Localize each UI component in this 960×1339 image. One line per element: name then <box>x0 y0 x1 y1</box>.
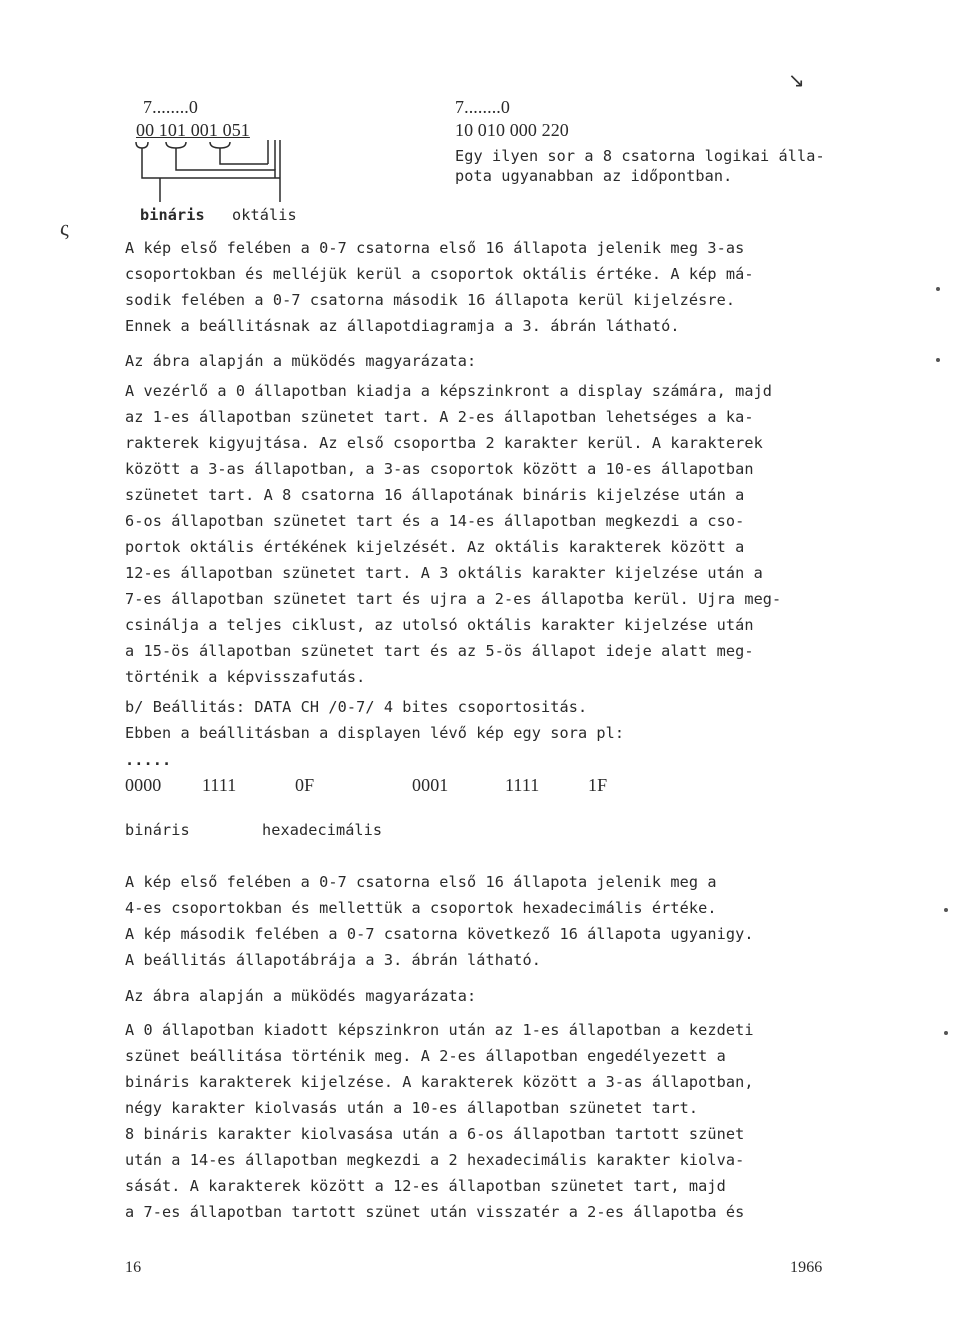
line-group-1 <box>142 148 280 178</box>
hex-row-cell: 0000 <box>125 775 162 795</box>
section-b-intro: Ebben a beállitásban a displayen lévő kép egy sora pl: <box>125 724 625 742</box>
text-line: 6-os állapotban szünetet tart és a 14-es állapotban megkezdi a cso- <box>125 512 745 530</box>
margin-dot <box>944 908 948 912</box>
hex-row-cell: 1111 <box>505 775 540 795</box>
text-line: 4-es csoportokban és mellettük a csoportok hexadecimális értéke. <box>125 899 717 917</box>
text-line: csinálja a teljes ciklust, az utolsó oktális karakter kijelzése után <box>125 616 754 634</box>
text-line: 7-es állapotban szünetet tart és ujra a 2-es állapotba kerül. Ujra meg- <box>125 590 782 608</box>
margin-dot <box>936 358 940 362</box>
text-line: szünet beállitása történik meg. A 2-es állapotban engedélyezett a <box>125 1047 726 1065</box>
text-line: bináris karakterek kijelzése. A karakterek között a 3-as állapotban, <box>125 1073 754 1091</box>
binaris-label: bináris <box>140 206 205 224</box>
hexadecimalis-row-label: hexadecimális <box>262 821 383 839</box>
hex-row-cell: 0F <box>295 775 315 795</box>
text-line: Ennek a beállitásnak az állapotdiagramja a 3. ábrán látható. <box>125 317 680 335</box>
text-line: A vezérlő a 0 állapotban kiadja a képszinkront a display számára, majd <box>125 382 773 400</box>
grouping-bracket-diagram <box>130 140 300 215</box>
text-line: történik a képvisszafutás. <box>125 668 366 686</box>
text-line: között a 3-as állapotban, a 3-as csoportok között a 10-es állapotban <box>125 460 754 478</box>
text-line: A 0 állapotban kiadott képszinkron után az 1-es állapotban a kezdeti <box>125 1021 754 1039</box>
hex-row-cell: 0001 <box>412 775 449 795</box>
left-octal-code: 00 101 001 051 <box>136 120 250 140</box>
text-line: a 7-es állapotban tartott szünet után visszatér a 2-es állapotba és <box>125 1203 745 1221</box>
line-group-2 <box>176 148 275 178</box>
text-line: Az ábra alapján a müködés magyarázata: <box>125 987 477 1005</box>
right-octal-code: 10 010 000 220 <box>455 120 569 140</box>
right-bit-ruler: 7........0 <box>455 97 510 117</box>
page-number: 16 <box>125 1259 142 1276</box>
footer-year: 1966 <box>790 1259 823 1276</box>
right-note-line-1: Egy ilyen sor a 8 csatorna logikai álla- <box>455 147 825 165</box>
text-line: sodik felében a 0-7 csatorna második 16 állapota kerül kijelzésre. <box>125 291 736 309</box>
text-line: az 1-es állapotban szünetet tart. A 2-es állapotban lehetséges a ka- <box>125 408 754 426</box>
text-line: rakterek kigyujtása. Az első csoportba 2 karakter kerül. A karakterek <box>125 434 763 452</box>
right-note-line-2: pota ugyanabban az időpontban. <box>455 167 733 185</box>
text-line: szünetet tart. A 8 csatorna 16 állapotának bináris kijelzése után a <box>125 486 745 504</box>
left-bit-ruler: 7........0 <box>143 97 198 117</box>
margin-hook-mark: ς <box>60 215 69 240</box>
text-line: A kép második felében a 0-7 csatorna következő 16 állapota ugyanigy. <box>125 925 754 943</box>
text-line: portok oktális értékének kijelzését. Az oktális karakterek között a <box>125 538 745 556</box>
text-line: 8 bináris karakter kiolvasása után a 6-os állapotban tartott szünet <box>125 1125 745 1143</box>
corner-mark: ↘ <box>788 70 805 92</box>
text-line: A kép első felében a 0-7 csatorna első 16 állapota jelenik meg 3-as <box>125 239 745 257</box>
text-line: 12-es állapotban szünetet tart. A 3 oktális karakter kijelzése után a <box>125 564 763 582</box>
text-line: csoportokban és melléjük kerül a csoportok oktális értéke. A kép má- <box>125 265 754 283</box>
text-line: A beállitás állapotábrája a 3. ábrán látható. <box>125 951 541 969</box>
margin-dot <box>936 287 940 291</box>
text-line: A kép első felében a 0-7 csatorna első 16 állapota jelenik meg a <box>125 873 717 891</box>
binaris-row-label: bináris <box>125 821 190 839</box>
text-line: után a 14-es állapotban megkezdi a 2 hexadecimális karakter kiolva- <box>125 1151 745 1169</box>
text-line: a 15-ös állapotban szünetet tart és az 5-ös állapot ideje alatt meg- <box>125 642 754 660</box>
text-line: Az ábra alapján a müködés magyarázata: <box>125 352 477 370</box>
margin-dot <box>944 1031 948 1035</box>
bracket-group-1 <box>136 142 148 148</box>
line-group-3 <box>220 148 268 164</box>
ellipsis-dots: ..... <box>125 751 172 769</box>
bracket-group-2 <box>166 142 186 148</box>
oktalis-label: oktális <box>232 206 297 224</box>
text-line: négy karakter kiolvasás után a 10-es állapotban szünetet tart. <box>125 1099 699 1117</box>
section-b-heading: b/ Beállitás: DATA CH /0-7/ 4 bites csoportositás. <box>125 698 588 716</box>
hex-row-cell: 1F <box>588 775 608 795</box>
bracket-group-3 <box>210 142 230 148</box>
hex-row-cell: 1111 <box>202 775 237 795</box>
text-line: sását. A karakterek között a 12-es állapotban szünetet tart, majd <box>125 1177 726 1195</box>
